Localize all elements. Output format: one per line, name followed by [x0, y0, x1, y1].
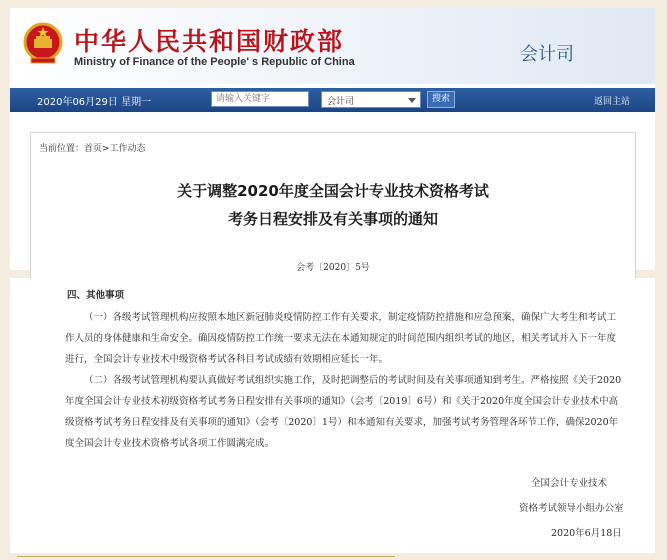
header-panel: [10, 8, 655, 273]
signature-line-2: 资格考试领导小组办公室: [519, 503, 624, 514]
article-title-line2: 考务日程安排及有关事项的通知: [227, 210, 438, 228]
signature-line-1: 全国会计专业技术: [531, 478, 608, 489]
department-name: 会计司: [520, 44, 574, 65]
article-header-box: [30, 132, 636, 279]
search-button[interactable]: 搜索: [427, 91, 455, 108]
nav-bar: [10, 88, 655, 112]
department-select-value: 会计司: [327, 97, 355, 107]
section-heading: 四、其他事项: [67, 290, 125, 301]
article-body: [10, 278, 655, 553]
article-title-line1: 关于调整2020年度全国会计专业技术资格考试: [177, 182, 489, 200]
paragraph-1: （一）各级考试管理机构应按照本地区新冠肺炎疫情防控工作有关要求，制定疫情防控措施和应急预案，确保广大考生和考试工作人员的身体健康和生命安全。确因疫情防控工作统一要求无法在本通知规定的时间范围内组织考试的地区，相关考试并入下一年度进行，全国会计专业技术中级资格考试各科目考试成绩有效期相应延长一年。: [65, 312, 617, 365]
site-name-en: Ministry of Finance of the People' s Republic of China: [74, 56, 355, 68]
document-number: 会考〔2020〕5号: [296, 263, 370, 273]
national-emblem-icon[interactable]: [23, 22, 63, 66]
search-input[interactable]: [211, 91, 309, 107]
chevron-down-icon: [408, 98, 416, 103]
current-date: 2020年06月29日 星期一: [37, 97, 152, 108]
paragraph-2: （二）各级考试管理机构要认真做好考试组织实施工作，及时把调整后的考试时间及有关事项通知到考生。严格按照《关于2020年度全国会计专业技术初级资格考试考务日程安排有关事项的通知》（会考〔2019〕6号）和《关于2020年度全国会计专业技术中高级资格考试考务日程安排及有关事项的通知》（会考〔2020〕1号）和本通知有关要求，加强考试考务管理各环节工作，确保2020年度全国会计专业技术资格考试各项工作圆满完成。: [65, 375, 622, 449]
site-name-cn[interactable]: 中华人民共和国财政部: [74, 27, 345, 56]
signature-date: 2020年6月18日: [551, 528, 622, 539]
site-banner: [10, 8, 655, 84]
home-link[interactable]: 返回主站: [594, 97, 631, 107]
footer-divider: [17, 556, 395, 557]
department-select[interactable]: [321, 91, 421, 108]
breadcrumb[interactable]: 当前位置：首页>工作动态: [39, 144, 146, 154]
